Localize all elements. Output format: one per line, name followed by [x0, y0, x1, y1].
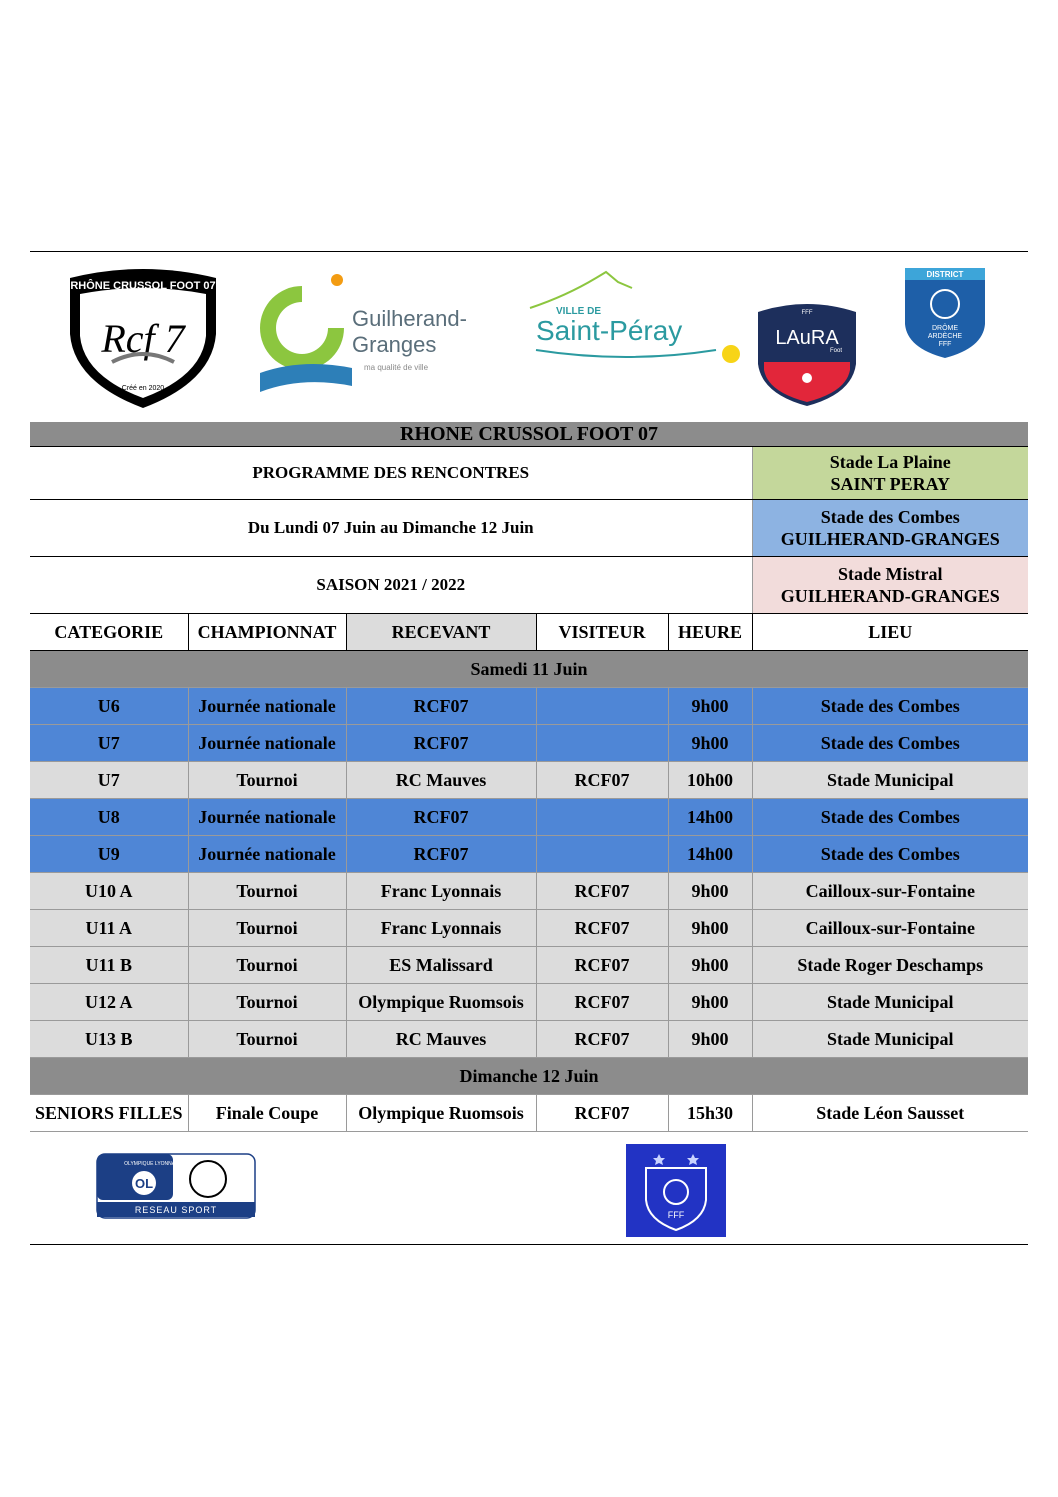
cell-categorie: U13 B [30, 1021, 188, 1058]
legend-1-line1: Stade La Plaine [829, 452, 951, 472]
cell-championnat: Finale Coupe [188, 1095, 346, 1132]
cell-visiteur: RCF07 [536, 947, 668, 984]
district-line3: FFF [938, 341, 952, 348]
district-line2: ARDÈCHE [927, 333, 963, 340]
cell-lieu: Stade Léon Sausset [752, 1095, 1028, 1132]
fff-label: FFF [667, 1210, 685, 1220]
cell-categorie: U6 [30, 688, 188, 725]
match-row [30, 910, 1028, 947]
match-row [30, 836, 1028, 873]
bottom-rule [30, 1244, 1028, 1245]
ol-reseau-sport-logo [96, 1153, 256, 1219]
cell-visiteur: RCF07 [536, 1095, 668, 1132]
cell-lieu: Stade Roger Deschamps [752, 947, 1028, 984]
laura-foot-logo [756, 300, 858, 408]
legend-stade-mistral [752, 557, 1028, 614]
cell-visiteur: RCF07 [536, 984, 668, 1021]
cell-heure: 9h00 [668, 947, 752, 984]
match-row [30, 947, 1028, 984]
cell-visiteur: RCF07 [536, 910, 668, 947]
guilherand-tagline: ma qualité de ville [364, 363, 429, 372]
cell-lieu: Cailloux-sur-Fontaine [752, 873, 1028, 910]
match-row [30, 688, 1028, 725]
day-header-row [30, 1058, 1028, 1095]
cell-heure: 9h00 [668, 688, 752, 725]
ol-initials: OL [134, 1176, 154, 1191]
cell-championnat: Journée nationale [188, 688, 346, 725]
cell-visiteur [536, 836, 668, 873]
cell-visiteur: RCF07 [536, 1021, 668, 1058]
legend-1-line2: SAINT PERAY [830, 474, 951, 494]
cell-recevant: Olympique Ruomsois [346, 1095, 536, 1132]
col-championnat: CHAMPIONNAT [188, 614, 346, 651]
cell-heure: 9h00 [668, 1021, 752, 1058]
cell-heure: 10h00 [668, 762, 752, 799]
programme-title: PROGRAMME DES RENCONTRES [30, 447, 752, 500]
cell-championnat: Tournoi [188, 984, 346, 1021]
top-rule [30, 251, 1028, 252]
laura-name: LAuRA [775, 327, 839, 349]
cell-championnat: Tournoi [188, 873, 346, 910]
cell-heure: 9h00 [668, 910, 752, 947]
district-top: DISTRICT [926, 270, 964, 279]
season-text: SAISON 2021 / 2022 [30, 557, 752, 614]
cell-heure: 14h00 [668, 836, 752, 873]
cell-lieu: Cailloux-sur-Fontaine [752, 910, 1028, 947]
cell-championnat: Journée nationale [188, 725, 346, 762]
cell-recevant: ES Malissard [346, 947, 536, 984]
legend-stade-des-combes [752, 500, 1028, 557]
col-recevant: RECEVANT [346, 614, 536, 651]
cell-lieu: Stade des Combes [752, 799, 1028, 836]
ol-footer: RESEAU SPORT [134, 1205, 218, 1215]
cell-championnat: Tournoi [188, 910, 346, 947]
club-title: RHONE CRUSSOL FOOT 07 [30, 422, 1028, 447]
saint-peray-logo [526, 268, 748, 374]
col-lieu: LIEU [752, 614, 1028, 651]
cell-championnat: Journée nationale [188, 836, 346, 873]
day-label: Dimanche 12 Juin [30, 1058, 1028, 1095]
cell-categorie: U11 B [30, 947, 188, 984]
cell-championnat: Tournoi [188, 762, 346, 799]
legend-stade-la-plaine [752, 447, 1028, 500]
cell-categorie: U8 [30, 799, 188, 836]
district-drome-ardeche-logo [903, 266, 987, 360]
cell-recevant: RCF07 [346, 688, 536, 725]
col-heure: HEURE [668, 614, 752, 651]
cell-heure: 15h30 [668, 1095, 752, 1132]
fff-logo [626, 1144, 726, 1237]
cell-categorie: U7 [30, 725, 188, 762]
match-row [30, 725, 1028, 762]
cell-visiteur: RCF07 [536, 873, 668, 910]
cell-championnat: Tournoi [188, 947, 346, 984]
cell-lieu: Stade Municipal [752, 984, 1028, 1021]
guilherand-granges-logo [252, 268, 492, 398]
col-visiteur: VISITEUR [536, 614, 668, 651]
match-row [30, 762, 1028, 799]
cell-visiteur [536, 799, 668, 836]
cell-heure: 9h00 [668, 725, 752, 762]
club-badge-top-text: RHÔNE CRUSSOL FOOT 07 [70, 280, 216, 292]
club-badge-bottom-text: Créé en 2020 [121, 385, 165, 392]
cell-heure: 9h00 [668, 873, 752, 910]
cell-championnat: Tournoi [188, 1021, 346, 1058]
cell-categorie: U11 A [30, 910, 188, 947]
cell-recevant: RC Mauves [346, 1021, 536, 1058]
legend-2-line2: GUILHERAND-GRANGES [780, 529, 1000, 549]
district-line1: DRÔME [931, 325, 959, 332]
cell-recevant: RC Mauves [346, 762, 536, 799]
matches-body [30, 651, 1028, 1132]
cell-recevant: Franc Lyonnais [346, 910, 536, 947]
cell-visiteur [536, 725, 668, 762]
club-badge-monogram: Rcf 7 [101, 316, 185, 361]
cell-championnat: Journée nationale [188, 799, 346, 836]
cell-visiteur [536, 688, 668, 725]
legend-3-line2: GUILHERAND-GRANGES [780, 586, 1000, 606]
match-row [30, 1021, 1028, 1058]
cell-recevant: RCF07 [346, 725, 536, 762]
day-label: Samedi 11 Juin [30, 651, 1028, 688]
legend-3-line1: Stade Mistral [838, 564, 943, 584]
cell-categorie: U10 A [30, 873, 188, 910]
cell-recevant: Olympique Ruomsois [346, 984, 536, 1021]
laura-sub: Foot [829, 348, 843, 354]
guilherand-line1: Guilherand- [352, 306, 467, 331]
column-header-row [30, 614, 1028, 651]
cell-recevant: RCF07 [346, 799, 536, 836]
programme-table [30, 422, 1028, 1132]
cell-categorie: U12 A [30, 984, 188, 1021]
legend-2-line1: Stade des Combes [820, 507, 960, 527]
club-badge-logo [62, 264, 224, 410]
match-row [30, 873, 1028, 910]
saint-peray-name: Saint-Péray [536, 315, 683, 346]
cell-heure: 14h00 [668, 799, 752, 836]
cell-heure: 9h00 [668, 984, 752, 1021]
match-row [30, 799, 1028, 836]
match-row [30, 984, 1028, 1021]
cell-recevant: RCF07 [346, 836, 536, 873]
period-text: Du Lundi 07 Juin au Dimanche 12 Juin [30, 500, 752, 557]
saint-peray-prefix: VILLE DE [556, 306, 602, 317]
cell-categorie: SENIORS FILLES [30, 1095, 188, 1132]
cell-recevant: Franc Lyonnais [346, 873, 536, 910]
cell-lieu: Stade des Combes [752, 836, 1028, 873]
match-row [30, 1095, 1028, 1132]
cell-categorie: U7 [30, 762, 188, 799]
ol-brand: OLYMPIQUE LYONNAIS [124, 1161, 180, 1167]
cell-lieu: Stade des Combes [752, 688, 1028, 725]
guilherand-line2: Granges [352, 332, 437, 357]
cell-lieu: Stade Municipal [752, 1021, 1028, 1058]
col-categorie: CATEGORIE [30, 614, 188, 651]
cell-lieu: Stade des Combes [752, 725, 1028, 762]
laura-top: FFF [801, 310, 813, 316]
cell-categorie: U9 [30, 836, 188, 873]
cell-visiteur: RCF07 [536, 762, 668, 799]
day-header-row [30, 651, 1028, 688]
cell-lieu: Stade Municipal [752, 762, 1028, 799]
